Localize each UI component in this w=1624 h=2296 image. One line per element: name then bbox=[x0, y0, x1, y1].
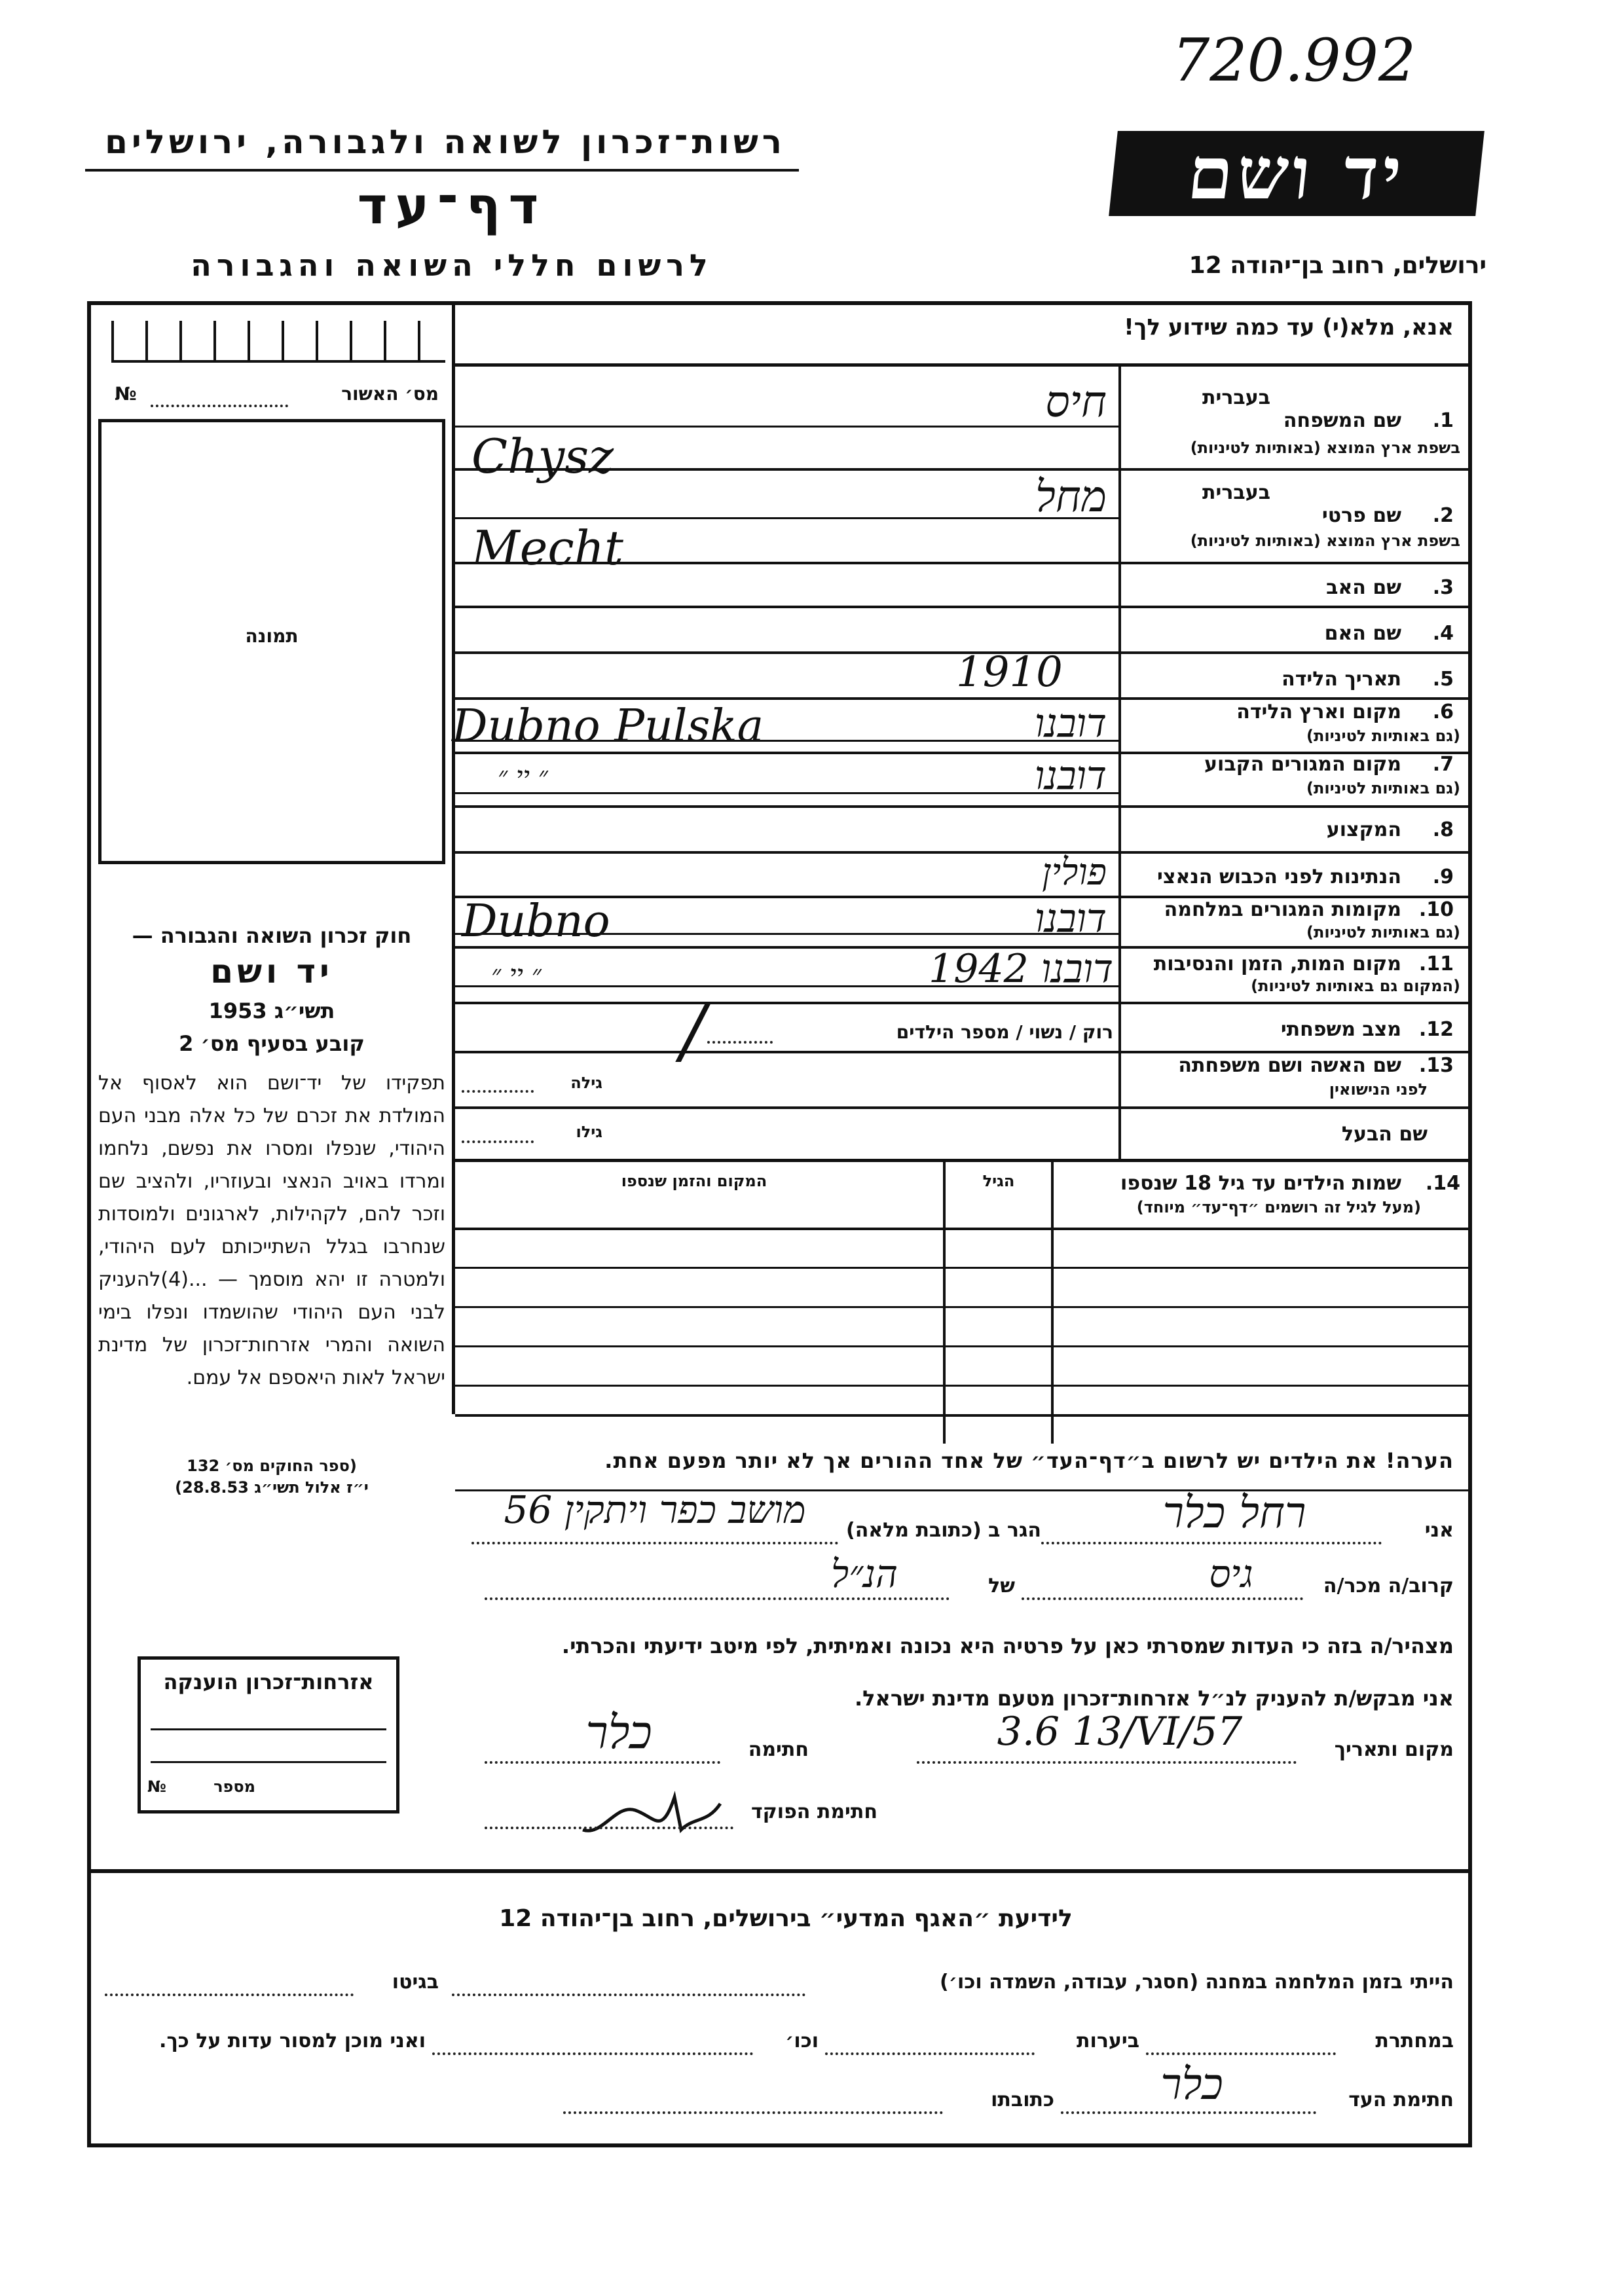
survivor-line3-a: חתימת העד bbox=[1348, 2088, 1454, 2111]
decl-relation-line bbox=[1022, 1597, 1303, 1600]
field-13-label: שם האשה ושם משפחתה bbox=[1178, 1054, 1401, 1077]
decl-address-line bbox=[471, 1542, 838, 1544]
law-year: תשי״ג 1953 bbox=[208, 998, 335, 1023]
address: ירושלים, רחוב בן־יהודה 12 bbox=[1189, 252, 1486, 279]
field-8-number: .8 bbox=[1432, 818, 1454, 841]
survivor-underground-field[interactable] bbox=[1146, 2052, 1336, 2055]
rule-13 bbox=[455, 1106, 1472, 1109]
photo-label: תמונה bbox=[245, 625, 299, 647]
certificate-number-label: מספר bbox=[213, 1777, 255, 1796]
field-11-sub: (המקום גם באותיות לטיניות) bbox=[1251, 977, 1460, 995]
decl-place-date-value[interactable]: 3.6 13/VI/57 bbox=[997, 1709, 1243, 1755]
decl-address[interactable]: מושב כפר ויתקין 56 bbox=[504, 1487, 806, 1532]
rule-3 bbox=[455, 606, 1472, 608]
decl-officer-label: חתימת הפוקד bbox=[751, 1800, 877, 1823]
decl-place-date-line bbox=[917, 1761, 1297, 1764]
authority-underline bbox=[85, 169, 799, 172]
field-7-hebrew-value[interactable]: דובנו bbox=[1034, 753, 1107, 799]
logo bbox=[1109, 131, 1485, 216]
field-6-sub: (גם באותיות לטיניות) bbox=[1306, 727, 1460, 745]
field-3-label: שם האב bbox=[1326, 576, 1401, 599]
survivor-line1-a: הייתי בזמן המלחמה במחנה (חסגר, עבודה, השמדה וכו׳) bbox=[940, 1971, 1454, 1994]
decl-witness-name[interactable]: רחל כלר bbox=[1162, 1487, 1306, 1538]
field-10-label: מקומות המגורים במלחמה bbox=[1164, 898, 1401, 921]
survivor-line1-b: בגיטו bbox=[392, 1971, 439, 1994]
survivor-line3-b: כתובתו bbox=[991, 2088, 1054, 2111]
field-2-label: שם פרטי bbox=[1321, 504, 1401, 527]
field-11-label: מקום המות, הזמן והנסיבות bbox=[1153, 953, 1401, 975]
approval-field[interactable] bbox=[151, 405, 288, 407]
field-10-sub: (גם באותיות לטיניות) bbox=[1306, 923, 1460, 941]
field-10-number: .10 bbox=[1418, 898, 1454, 921]
rule-8 bbox=[455, 851, 1472, 854]
field-1-latin-value[interactable]: Chysz bbox=[471, 429, 614, 484]
children-col-div-2 bbox=[943, 1162, 946, 1444]
decl-resides-label: הגר ב (כתובת מלאה) bbox=[845, 1519, 1041, 1542]
authority-line: רשות־זכרון לשואה ולגבורה, ירושלים bbox=[105, 123, 786, 161]
wife-age-label: גילה bbox=[570, 1074, 602, 1092]
field-10-hebrew-value[interactable]: דובנו bbox=[1034, 896, 1107, 941]
field-4-number: .4 bbox=[1432, 622, 1454, 645]
certificate-title: אזרחות־זכרון הוענקה bbox=[163, 1669, 374, 1694]
children-number: .14 bbox=[1425, 1172, 1460, 1195]
rule-husband bbox=[455, 1159, 1472, 1162]
survivor-line2-d: ואני מוכן למסור עדות על כך. bbox=[159, 2030, 426, 2052]
field-7-number: .7 bbox=[1432, 753, 1454, 776]
field-7-latin-value[interactable]: ״ יי ״ bbox=[498, 761, 548, 792]
decl-of-value[interactable]: הנ״ל bbox=[830, 1552, 898, 1596]
survivor-line2-c: וכו׳ bbox=[785, 2030, 819, 2052]
decl-signature[interactable]: כלר bbox=[585, 1705, 652, 1759]
rule-12 bbox=[455, 1051, 1472, 1053]
field-13-sub: לפני הנישואין bbox=[1329, 1080, 1428, 1099]
field-3-number: .3 bbox=[1432, 576, 1454, 599]
children-row-1 bbox=[455, 1228, 1472, 1230]
field-1-label: שם המשפחה bbox=[1283, 409, 1401, 432]
children-col-div-1 bbox=[1051, 1162, 1054, 1444]
marital-mark[interactable]: / bbox=[681, 989, 706, 1072]
field-13-number: .13 bbox=[1418, 1054, 1454, 1077]
rule-5 bbox=[455, 697, 1472, 700]
field-2-number: .2 bbox=[1432, 504, 1454, 527]
field-7-label: מקום המגורים הקבוע bbox=[1204, 753, 1401, 776]
decl-name-line bbox=[1041, 1542, 1382, 1544]
children-row-3 bbox=[455, 1306, 1472, 1308]
survivor-ghetto-field[interactable] bbox=[105, 1994, 354, 1996]
field-8-label: המקצוע bbox=[1326, 818, 1401, 841]
decl-officer-signature[interactable] bbox=[576, 1784, 727, 1843]
marital-options: רוק / נשוי / מספר הילדים bbox=[896, 1021, 1113, 1043]
children-title: שמות הילדים עד גיל 18 שנספו bbox=[1120, 1172, 1401, 1195]
field-5-value[interactable]: 1910 bbox=[956, 648, 1063, 697]
law-ref-2: י״ז אלול תשי״ג 28.8.53) bbox=[175, 1478, 369, 1497]
husband-label: שם הבעל bbox=[1341, 1123, 1428, 1146]
section-rule bbox=[87, 1869, 1472, 1873]
field-1-tag: בעברית bbox=[1202, 386, 1270, 409]
field-6-latin-value[interactable]: Dubno Pulska bbox=[452, 701, 764, 752]
field-1-number: .1 bbox=[1432, 409, 1454, 432]
decl-relation[interactable]: גיס bbox=[1209, 1552, 1253, 1596]
survivor-address-field[interactable] bbox=[563, 2111, 943, 2114]
logo-text: יד ושם bbox=[1183, 131, 1410, 215]
children-col-age: הגיל bbox=[982, 1172, 1015, 1190]
law-body: תפקידו של יד־ושם הוא לאסוף אל המולדת את זכרם של כל אלה מבני העם היהודי, שנפלו ומסרו את נפשם, נלחמו ומרדו באויב הנאצי ובעוזריו, ולהציב שם וזכר להם, לקהילות, לארגונים ולמוסדות שנחרבו בגלל השתייכותם לעם היהודי, ולמטרה זו יהא מוסמך — ...(4)להעניק לבני העם היהודי שהושמדו ונפלו בימי השואה והמרי אזרחות־זכרון של מדינת ישראל לאות היאספם אל עמם. bbox=[98, 1072, 445, 1389]
field-1-hebrew-value[interactable]: חיס bbox=[1045, 376, 1107, 427]
certificate-line-2 bbox=[151, 1761, 386, 1763]
form-subtitle: לרשום חללי השואה והגבורה bbox=[191, 247, 713, 283]
officer-signature-scribble bbox=[576, 1784, 727, 1843]
field-2-hebrew-value[interactable]: מחל bbox=[1035, 471, 1107, 522]
children-row-4 bbox=[455, 1345, 1472, 1347]
decl-of-line bbox=[485, 1597, 950, 1600]
field-7-sub: (גם באותיות לטיניות) bbox=[1306, 779, 1460, 797]
survivor-signature-line bbox=[1061, 2111, 1316, 2114]
children-row-5 bbox=[455, 1385, 1472, 1387]
survivor-other-field[interactable] bbox=[432, 2052, 753, 2055]
instruction: אנא, מלא(י) עד כמה שידוע לך! bbox=[1124, 314, 1454, 340]
certificate-no: № bbox=[147, 1777, 166, 1796]
decl-place-date-label: מקום ותאריך bbox=[1334, 1738, 1454, 1761]
field-5-label: תאריך הלידה bbox=[1282, 668, 1401, 691]
certificate-line-1 bbox=[151, 1728, 386, 1730]
field-6-label: מקום וארץ הלידה bbox=[1236, 701, 1401, 723]
law-title: חוק זכרון השואה והגבורה — bbox=[132, 923, 412, 948]
children-col-place: המקום והזמן שנספו bbox=[621, 1172, 767, 1190]
field-6-number: .6 bbox=[1432, 701, 1454, 723]
decl-signature-line bbox=[485, 1761, 720, 1764]
decl-statement: מצהיר/ה בזה כי העדות שמסרתי כאן על פרטיה היא נכונה ואמיתית, לפי מיטב ידיעתי והכרתי. bbox=[561, 1633, 1454, 1658]
rule-11 bbox=[455, 1002, 1472, 1004]
decl-request: אני מבקש/ת להעניק לנ״ל אזרחות־זכרון מטעם מדינת ישראל. bbox=[855, 1686, 1454, 1711]
rule-7 bbox=[455, 805, 1472, 808]
law-clause: קובע בסעיף מס׳ 2 bbox=[179, 1031, 365, 1056]
decl-relative-label: קרוב/ה מכר/ה bbox=[1323, 1575, 1454, 1597]
field-5-number: .5 bbox=[1432, 668, 1454, 691]
field-2-latin-value[interactable]: Mecht bbox=[471, 520, 623, 575]
field-12-label: מצב משפחתי bbox=[1280, 1018, 1401, 1041]
field-11-number: .11 bbox=[1418, 953, 1454, 975]
field-9-label: הנתינות לפני הכבוש הנאצי bbox=[1157, 866, 1401, 888]
note: הערה! את הילדים יש לרשום ב״דף־העד״ של אחד ההורים אך לא יותר מפעם אחת. bbox=[604, 1448, 1454, 1473]
field-11-latin-value[interactable]: ״ יי ״ bbox=[491, 960, 542, 990]
decl-of-label: של bbox=[988, 1575, 1015, 1597]
approval-ticks bbox=[111, 321, 445, 363]
field-1-sub: בשפת ארץ המוצא (באותיות לטיניות) bbox=[1190, 439, 1460, 457]
field-2-sub: בשפת ארץ המוצא (באותיות לטיניות) bbox=[1190, 532, 1460, 550]
approval-no: № bbox=[115, 383, 137, 405]
approval-label: מס׳ האשור bbox=[341, 383, 439, 405]
archive-number: 720.992 bbox=[1172, 26, 1416, 95]
survivor-line2-b: ביערות bbox=[1077, 2030, 1139, 2052]
field-11-hebrew-value[interactable]: דובנו 1942 bbox=[929, 946, 1113, 992]
form-title: דף־עד bbox=[357, 177, 547, 236]
field-10-latin-value[interactable]: Dubno bbox=[462, 896, 610, 947]
husband-age-label: גילו bbox=[576, 1123, 602, 1141]
survivor-forest-field[interactable] bbox=[825, 2052, 1035, 2055]
instruction-rule bbox=[452, 363, 1472, 367]
law-name: יד ושם bbox=[210, 953, 333, 991]
survivor-title: לידיעת ״האגף המדעי״ בירושלים, רחוב בן־יהודה 12 bbox=[499, 1905, 1073, 1932]
children-count-field[interactable] bbox=[707, 1041, 773, 1044]
field-9-value[interactable]: פולין bbox=[1042, 851, 1107, 894]
children-note: (מעל לגיל זה רושמים ״דף־עד״ מיוחד) bbox=[1136, 1198, 1421, 1216]
wife-age-field[interactable] bbox=[462, 1090, 534, 1093]
children-row-6 bbox=[455, 1414, 1472, 1417]
children-row-2 bbox=[455, 1267, 1472, 1269]
field-9-number: .9 bbox=[1432, 866, 1454, 888]
field-4-label: שם האם bbox=[1324, 622, 1401, 645]
field-6-hebrew-value[interactable]: דובנו bbox=[1034, 701, 1107, 746]
survivor-camp-field[interactable] bbox=[452, 1994, 805, 1996]
label-divider bbox=[1118, 367, 1121, 1162]
law-ref-1: (ספר החוקים מס׳ 132 bbox=[187, 1457, 357, 1475]
decl-officer-line bbox=[485, 1827, 733, 1829]
decl-i-label: אני bbox=[1424, 1519, 1454, 1542]
survivor-line2-a: במחתרת bbox=[1375, 2030, 1454, 2052]
decl-signature-label: חתימה bbox=[748, 1738, 809, 1761]
field-12-number: .12 bbox=[1418, 1018, 1454, 1041]
field-2-tag: בעברית bbox=[1202, 481, 1270, 504]
survivor-signature[interactable]: כלר bbox=[1160, 2059, 1223, 2109]
husband-age-field[interactable] bbox=[462, 1140, 534, 1143]
